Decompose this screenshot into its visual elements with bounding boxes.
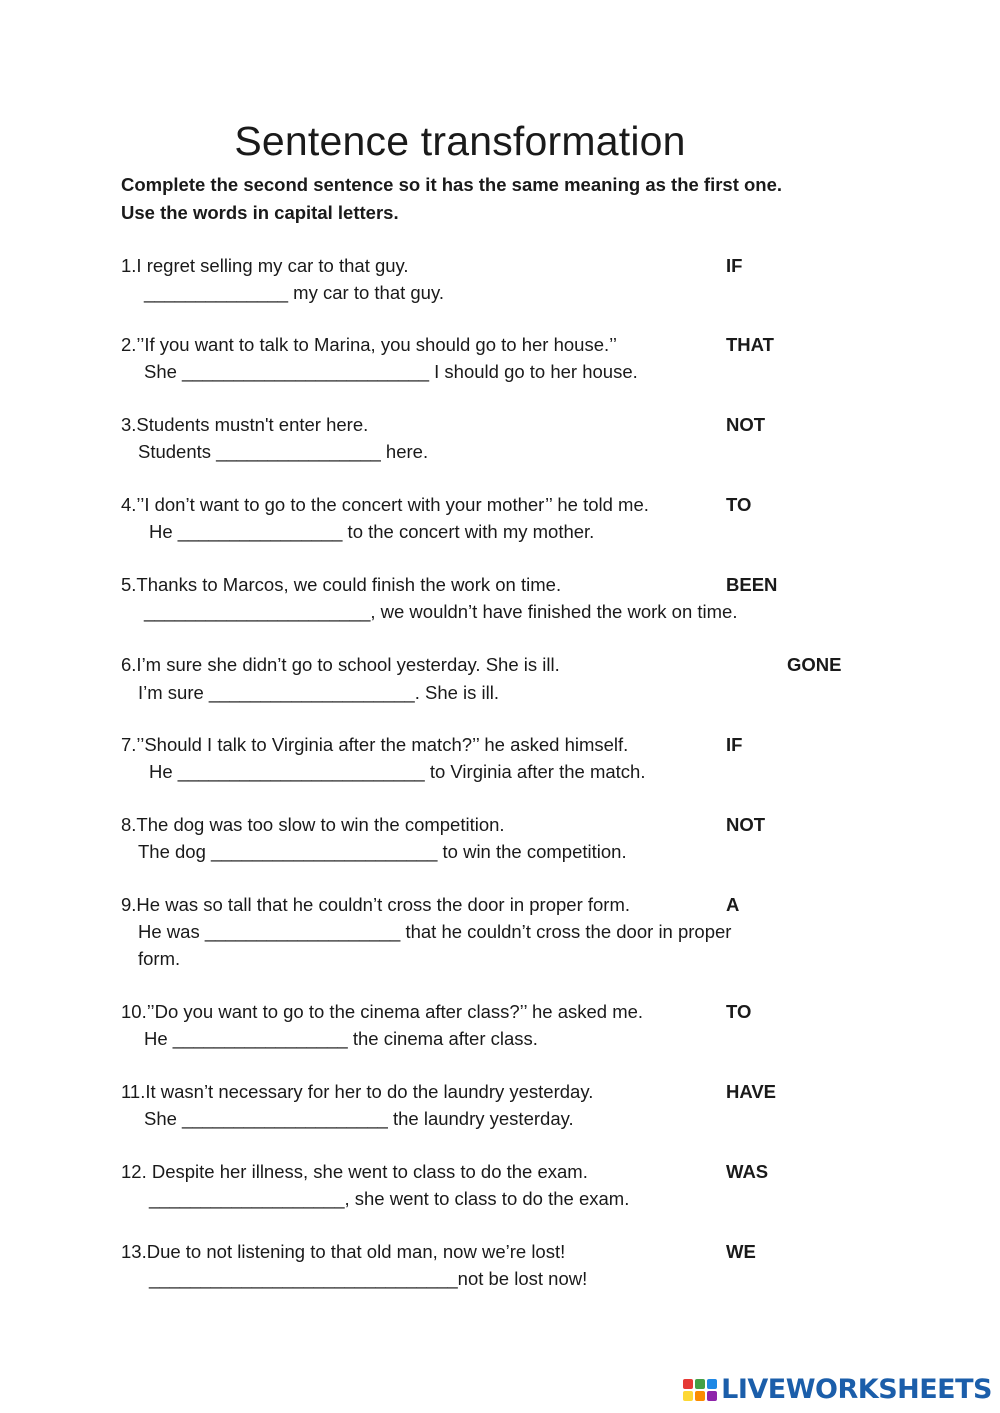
item-keyword: THAT <box>726 334 774 355</box>
item-sentence: 13.Due to not listening to that old man, now we’re lost! <box>121 1241 566 1262</box>
logo-tile <box>707 1391 717 1401</box>
item-keyword: A <box>726 894 740 915</box>
item-answer-line[interactable]: He ________________________ to Virginia after the match. <box>149 761 646 782</box>
item-keyword: TO <box>726 494 752 515</box>
item-sentence: 1.I regret selling my car to that guy. <box>121 255 409 276</box>
item-keyword: IF <box>726 734 743 755</box>
item-keyword: GONE <box>787 654 842 675</box>
item-answer-line[interactable]: ______________________________not be lost now! <box>149 1268 588 1289</box>
item-answer-line[interactable]: She ____________________ the laundry yesterday. <box>144 1108 574 1129</box>
item-sentence: 3.Students mustn't enter here. <box>121 414 369 435</box>
item-answer-line[interactable]: He was ___________________ that he couldn’t cross the door in proper <box>138 921 732 942</box>
item-answer-line[interactable]: ___________________, she went to class to do the exam. <box>149 1188 630 1209</box>
item-answer-line[interactable]: She ________________________ I should go to her house. <box>144 361 638 382</box>
item-sentence: 11.It wasn’t necessary for her to do the laundry yesterday. <box>121 1081 594 1102</box>
item-answer-line[interactable]: I’m sure ____________________. She is ill. <box>138 682 500 703</box>
item-answer-continuation: form. <box>138 948 181 969</box>
liveworksheets-logo[interactable] <box>683 1374 992 1405</box>
item-keyword: BEEN <box>726 574 778 595</box>
item-sentence: 7.’’Should I talk to Virginia after the match?’’ he asked himself. <box>121 734 629 755</box>
logo-tile <box>695 1391 705 1401</box>
item-answer-line[interactable]: He _________________ the cinema after class. <box>144 1028 538 1049</box>
item-answer-line[interactable]: ______________________, we wouldn’t have finished the work on time. <box>144 601 738 622</box>
item-keyword: WE <box>726 1241 756 1262</box>
item-keyword: IF <box>726 255 743 276</box>
item-answer-line[interactable]: He ________________ to the concert with my mother. <box>149 521 595 542</box>
item-keyword: HAVE <box>726 1081 777 1102</box>
page-title: Sentence transformation <box>234 118 686 164</box>
item-sentence: 9.He was so tall that he couldn’t cross the door in proper form. <box>121 894 631 915</box>
logo-tiles-icon <box>683 1379 717 1401</box>
item-keyword: NOT <box>726 414 766 435</box>
item-sentence: 10.’’Do you want to go to the cinema after class?’’ he asked me. <box>121 1001 644 1022</box>
item-keyword: TO <box>726 1001 752 1022</box>
item-answer-line[interactable]: The dog ______________________ to win the competition. <box>138 841 627 862</box>
item-sentence: 4.’’I don’t want to go to the concert with your mother’’ he told me. <box>121 494 649 515</box>
logo-tile <box>695 1379 705 1389</box>
item-sentence: 6.I’m sure she didn’t go to school yesterday. She is ill. <box>121 654 560 675</box>
item-answer-line[interactable]: Students ________________ here. <box>138 441 429 462</box>
item-sentence: 12. Despite her illness, she went to class to do the exam. <box>121 1161 588 1182</box>
item-sentence: 5.Thanks to Marcos, we could finish the work on time. <box>121 574 562 595</box>
item-keyword: WAS <box>726 1161 769 1182</box>
item-answer-line[interactable]: ______________ my car to that guy. <box>144 282 444 303</box>
logo-tile <box>707 1379 717 1389</box>
item-sentence: 2.’’If you want to talk to Marina, you should go to her house.’’ <box>121 334 618 355</box>
logo-tile <box>683 1391 693 1401</box>
logo-tile <box>683 1379 693 1389</box>
instruction-line-2: Use the words in capital letters. <box>121 202 399 223</box>
item-sentence: 8.The dog was too slow to win the competition. <box>121 814 505 835</box>
logo-text: LIVEWORKSHEETS <box>721 1374 992 1405</box>
item-keyword: NOT <box>726 814 766 835</box>
instruction-line-1: Complete the second sentence so it has the same meaning as the first one. <box>121 174 783 195</box>
